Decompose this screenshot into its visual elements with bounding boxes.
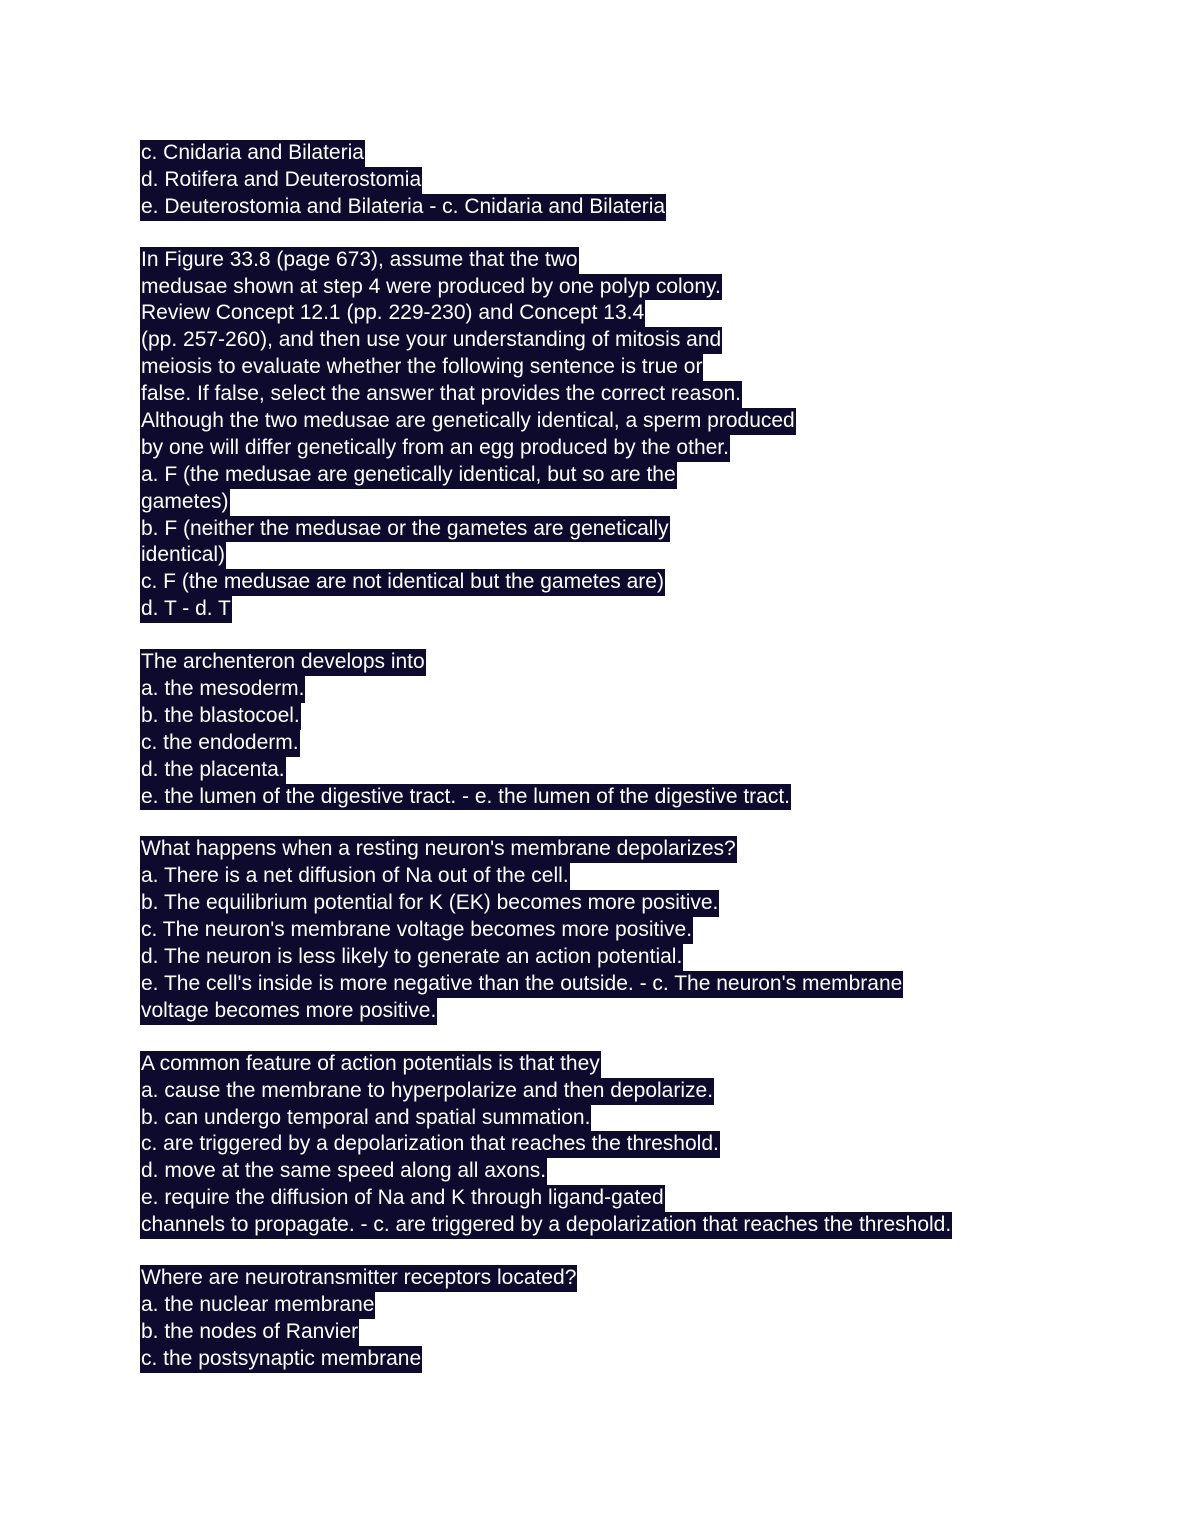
text-line [140,649,1100,676]
highlighted-text: (pp. 257-260), and then use your understanding of mitosis and [140,327,722,354]
text-line [140,462,1100,489]
highlighted-text: false. If false, select the answer that provides the correct reason. [140,381,742,408]
text-line [140,1185,1100,1212]
text-line [140,917,1100,944]
text-line [140,1131,1100,1158]
text-line [140,408,1100,435]
highlighted-text: d. The neuron is less likely to generate an action potential. [140,944,683,971]
highlighted-text: What happens when a resting neuron's membrane depolarizes? [140,836,737,863]
text-line [140,140,1100,167]
highlighted-text: A common feature of action potentials is that they [140,1051,601,1078]
highlighted-text: a. cause the membrane to hyperpolarize and then depolarize. [140,1078,714,1105]
text-line [140,435,1100,462]
highlighted-text: Where are neurotransmitter receptors located? [140,1265,577,1292]
text-line [140,516,1100,543]
text-line [140,836,1100,863]
text-line [140,274,1100,301]
highlighted-text: a. There is a net diffusion of Na out of the cell. [140,863,570,890]
highlighted-text: d. the placenta. [140,757,286,784]
text-line [140,703,1100,730]
highlighted-text: c. F (the medusae are not identical but the gametes are) [140,569,665,596]
highlighted-text: b. the nodes of Ranvier [140,1319,359,1346]
highlighted-text: e. the lumen of the digestive tract. - e. the lumen of the digestive tract. [140,784,791,811]
highlighted-text: a. F (the medusae are genetically identical, but so are the [140,462,677,489]
highlighted-text: b. the blastocoel. [140,703,301,730]
highlighted-text: e. The cell's inside is more negative than the outside. - c. The neuron's membrane [140,971,903,998]
highlighted-text: d. move at the same speed along all axons. [140,1158,547,1185]
highlighted-text: c. The neuron's membrane voltage becomes more positive. [140,917,693,944]
highlighted-text: e. Deuterostomia and Bilateria - c. Cnidaria and Bilateria [140,194,666,221]
highlighted-text: identical) [140,542,226,569]
highlighted-text: b. F (neither the medusae or the gametes are genetically [140,516,670,543]
highlighted-text: meiosis to evaluate whether the following sentence is true or [140,354,703,381]
highlighted-text: c. Cnidaria and Bilateria [140,140,365,167]
text-line [140,1292,1100,1319]
text-line [140,1158,1100,1185]
highlighted-text: In Figure 33.8 (page 673), assume that the two [140,247,579,274]
highlighted-text: a. the mesoderm. [140,676,305,703]
highlighted-text: b. can undergo temporal and spatial summation. [140,1105,591,1132]
highlighted-text: Although the two medusae are genetically identical, a sperm produced [140,408,796,435]
question-block [140,836,1100,1024]
text-line [140,1105,1100,1132]
text-line [140,327,1100,354]
question-block [140,649,1100,810]
highlighted-text: The archenteron develops into [140,649,426,676]
text-line [140,1212,1100,1239]
highlighted-text: Review Concept 12.1 (pp. 229-230) and Concept 13.4 [140,300,645,327]
text-line [140,569,1100,596]
highlighted-text: e. require the diffusion of Na and K through ligand-gated [140,1185,665,1212]
question-block [140,247,1100,623]
highlighted-text: voltage becomes more positive. [140,998,437,1025]
highlighted-text: by one will differ genetically from an egg produced by the other. [140,435,730,462]
highlighted-text: gametes) [140,489,230,516]
text-line [140,247,1100,274]
text-line [140,1346,1100,1373]
text-line [140,784,1100,811]
text-line [140,998,1100,1025]
text-line [140,300,1100,327]
text-line [140,1078,1100,1105]
question-block [140,1051,1100,1239]
text-line [140,1051,1100,1078]
highlighted-text: d. T - d. T [140,596,232,623]
text-line [140,381,1100,408]
text-line [140,1319,1100,1346]
text-line [140,489,1100,516]
text-line [140,194,1100,221]
question-block [140,1265,1100,1373]
text-line [140,1265,1100,1292]
text-line [140,676,1100,703]
text-line [140,730,1100,757]
text-line [140,542,1100,569]
text-line [140,596,1100,623]
highlighted-text: channels to propagate. - c. are triggered by a depolarization that reaches the threshold. [140,1212,952,1239]
text-line [140,944,1100,971]
highlighted-text: c. are triggered by a depolarization that reaches the threshold. [140,1131,720,1158]
highlighted-text: c. the postsynaptic membrane [140,1346,422,1373]
highlighted-text: d. Rotifera and Deuterostomia [140,167,422,194]
highlighted-text: b. The equilibrium potential for K (EK) becomes more positive. [140,890,719,917]
text-line [140,167,1100,194]
highlighted-text: c. the endoderm. [140,730,300,757]
question-block [140,140,1100,221]
highlighted-text: medusae shown at step 4 were produced by one polyp colony. [140,274,722,301]
highlighted-text: a. the nuclear membrane [140,1292,375,1319]
text-line [140,971,1100,998]
text-line [140,354,1100,381]
text-line [140,890,1100,917]
text-line [140,863,1100,890]
document-page [140,140,1100,1399]
text-line [140,757,1100,784]
